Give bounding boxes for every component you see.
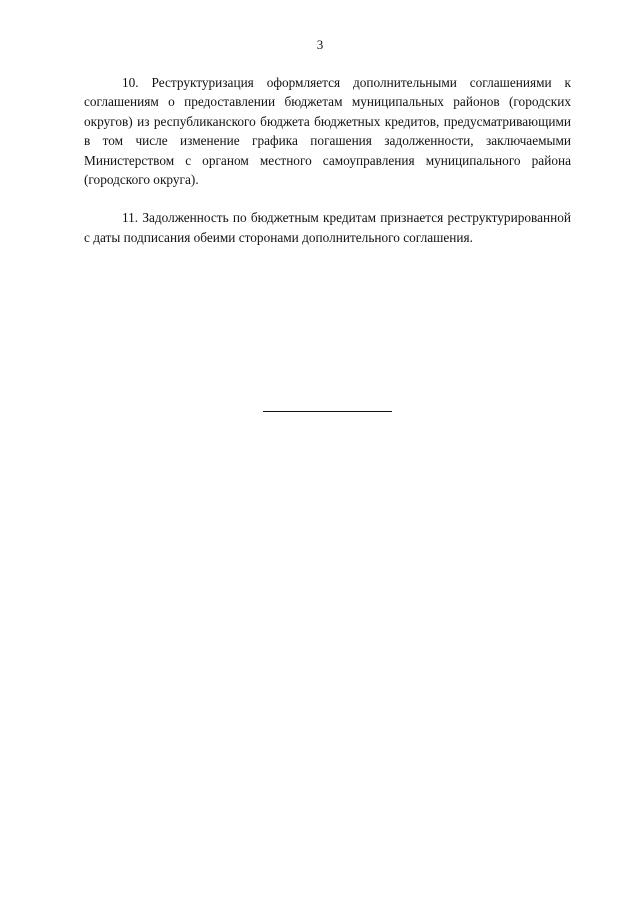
page-number: 3 [316, 37, 324, 52]
document-body [84, 73, 571, 247]
end-of-document-separator [263, 411, 392, 412]
paragraph-11: 11. Задолженность по бюджетным кредитам признается реструктурированной с даты подписания обеими сторонами дополнительного соглашения. [84, 210, 571, 245]
paragraph-10: 10. Реструктуризация оформляется дополнительными соглашениями к соглашениям о предоставлении бюджетам муниципальных районов (городских округов) из республиканского бюджета бюджетных кредитов, предусматривающими в том числе изменение графика погашения задолженности, заключаемыми Министерством с органом местного самоуправления муниципального района (городского округа). [84, 75, 571, 188]
